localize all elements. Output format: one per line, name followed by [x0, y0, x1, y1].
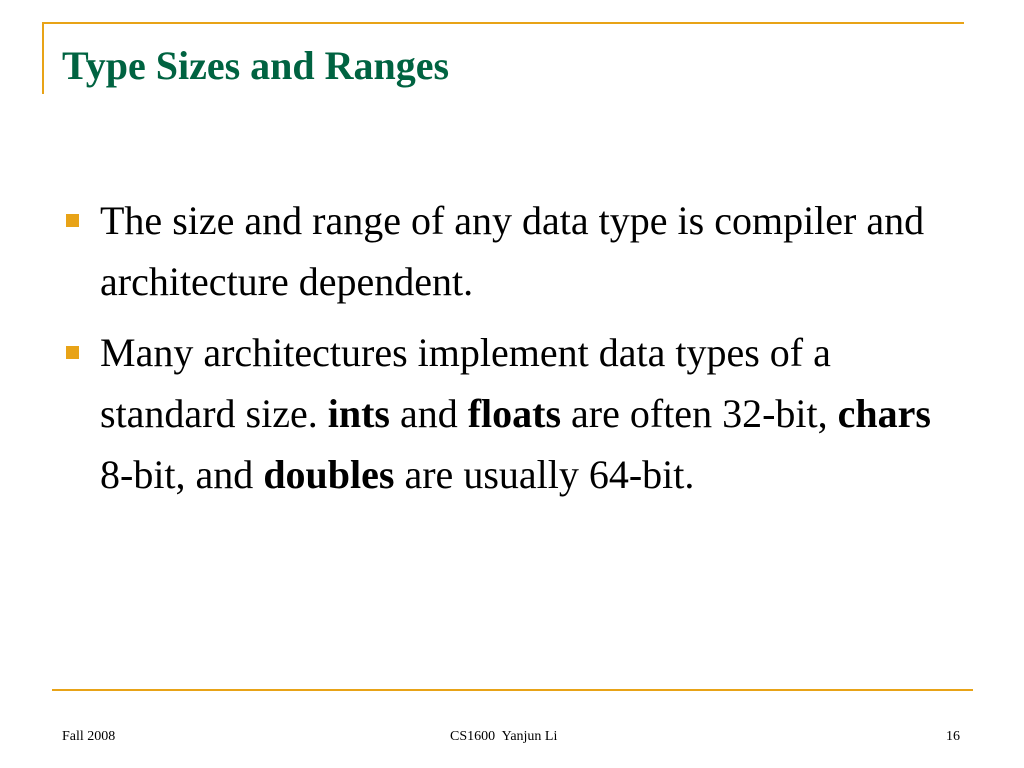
- bullet-text-part: are usually 64-bit.: [394, 452, 695, 497]
- bold-term-doubles: doubles: [263, 452, 395, 497]
- page-number: 16: [946, 729, 960, 744]
- square-bullet-icon: [66, 346, 79, 359]
- frame-left-rule: [42, 22, 44, 94]
- bullet-item-compiler-dependent: [64, 190, 964, 312]
- bold-term-chars: chars: [837, 391, 931, 436]
- bullet-text: The size and range of any data type is compiler and architecture dependent.: [100, 198, 925, 304]
- bullet-item-standard-sizes: [64, 322, 964, 505]
- bullet-text-part: and: [389, 391, 468, 436]
- bold-term-ints: ints: [327, 391, 390, 436]
- bullet-text-part: are often 32-bit,: [561, 391, 838, 436]
- bullet-text-part: Many architectures implement data types of a standard size.: [100, 330, 831, 436]
- footer-date: Fall 2008: [62, 729, 116, 744]
- bullet-text-part: 8-bit, and: [100, 452, 264, 497]
- bullet-list: [64, 190, 964, 515]
- footer-rule: [52, 689, 973, 691]
- square-bullet-icon: [66, 214, 79, 227]
- slide-title: Type Sizes and Ranges: [62, 43, 450, 88]
- footer-course: CS1600 Yanjun Li: [450, 729, 558, 744]
- frame-top-rule: [42, 22, 964, 24]
- bold-term-floats: floats: [467, 391, 562, 436]
